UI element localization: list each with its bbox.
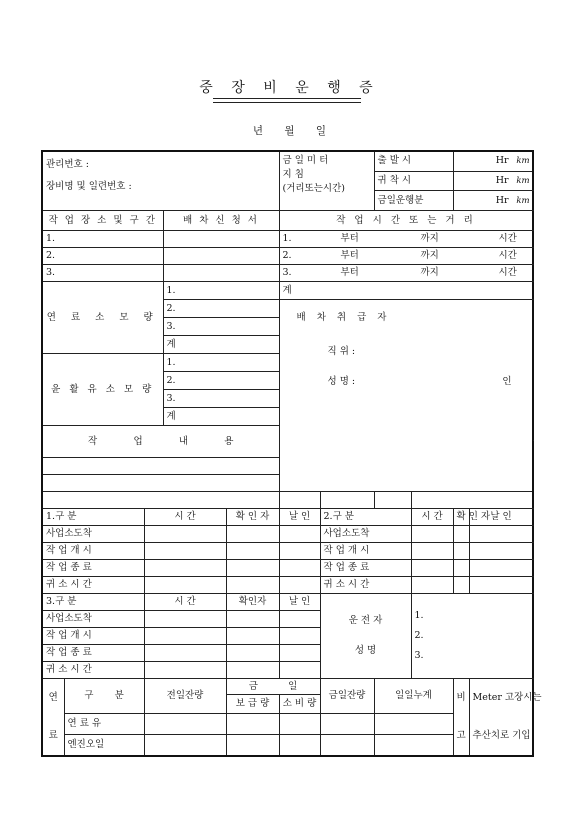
driver-item-1[interactable]: 1. bbox=[414, 610, 424, 621]
driver-list-cell bbox=[411, 594, 533, 679]
sched1-row-label: 작 업 종 료 bbox=[42, 560, 144, 577]
sched2-time[interactable] bbox=[411, 543, 453, 560]
meter-label-1: 금 일 미 터 bbox=[282, 155, 329, 166]
sched2-row-label: 귀 소 시 간 bbox=[320, 577, 411, 594]
dispatch-2[interactable] bbox=[163, 248, 279, 265]
sched1-check[interactable] bbox=[226, 543, 279, 560]
sched2-seal[interactable] bbox=[469, 560, 533, 577]
sched1-check-header: 확 인 자 bbox=[226, 509, 279, 526]
fuel-item-3[interactable]: 3. bbox=[163, 318, 279, 336]
sched1-row-label: 귀 소 시 간 bbox=[42, 577, 144, 594]
fuel-remain-cell[interactable] bbox=[320, 735, 374, 756]
oil-item-3[interactable]: 3. bbox=[163, 390, 279, 408]
content-user-cell[interactable] bbox=[411, 492, 533, 509]
content-to-cell[interactable] bbox=[320, 492, 374, 509]
title-underline bbox=[213, 98, 361, 103]
position-label[interactable]: 직 위 : bbox=[327, 346, 356, 357]
sched2-seal[interactable] bbox=[469, 577, 533, 594]
note-cell bbox=[469, 679, 542, 757]
sched1-check[interactable] bbox=[226, 560, 279, 577]
sched3-row-label: 귀 소 시 간 bbox=[42, 662, 144, 679]
content-cell[interactable] bbox=[42, 458, 279, 475]
sched1-time[interactable] bbox=[144, 543, 226, 560]
content-row bbox=[42, 492, 533, 509]
sched3-row-label: 작 업 종 료 bbox=[42, 645, 144, 662]
fuel-supply-header: 보 급 량 bbox=[226, 695, 279, 714]
fuel-div-header: 구 분 bbox=[64, 679, 144, 714]
oil-label: 윤 활 유 소 모 량 bbox=[42, 354, 163, 426]
time-3[interactable]: 3. 부터 까지 시간 bbox=[279, 265, 533, 282]
place-3[interactable]: 3. bbox=[42, 265, 163, 282]
fuel-row-label: 엔진오일 bbox=[64, 735, 144, 756]
fuel-use-cell[interactable] bbox=[279, 735, 320, 756]
remark-cell bbox=[453, 679, 469, 757]
content-label: 작 업 내 용 bbox=[42, 426, 279, 458]
depart-label: 출 발 시 bbox=[374, 151, 453, 171]
dispatch-3[interactable] bbox=[163, 265, 279, 282]
sched1-seal[interactable] bbox=[279, 560, 320, 577]
sched3-seal[interactable] bbox=[279, 645, 320, 662]
driver-item-2[interactable]: 2. bbox=[414, 630, 424, 641]
sched1-row-label: 작 업 개 시 bbox=[42, 543, 144, 560]
sched1-time[interactable] bbox=[144, 577, 226, 594]
note-2: 추산치로 기입 bbox=[472, 730, 531, 741]
remark-2: 고 bbox=[456, 730, 466, 741]
year-label: 년 bbox=[252, 125, 264, 137]
content-from-cell[interactable] bbox=[279, 492, 320, 509]
name-label[interactable]: 성 명 : 인 bbox=[327, 376, 512, 387]
sched3-seal[interactable] bbox=[279, 611, 320, 628]
sched3-div-header: 3.구 분 bbox=[42, 594, 144, 611]
sched2-check[interactable] bbox=[453, 560, 469, 577]
oil-item-1[interactable]: 1. bbox=[163, 354, 279, 372]
driver-name-label: 성 명 bbox=[354, 645, 377, 656]
fuel-cum-cell[interactable] bbox=[374, 735, 453, 756]
dispatch-handler-label: 배 차 취 급 자 bbox=[296, 312, 391, 323]
document-title: 중 장 비 운 행 증 bbox=[199, 80, 380, 96]
sched2-seal-header: 날 인 bbox=[469, 509, 533, 526]
fuel-remain-header: 금일잔량 bbox=[320, 679, 374, 714]
fuel-prev-cell[interactable] bbox=[144, 714, 226, 735]
sched2-check[interactable] bbox=[453, 526, 469, 543]
place-1[interactable]: 1. bbox=[42, 231, 163, 248]
sched1-row-label: 사업소도착 bbox=[42, 526, 144, 543]
sched1-seal[interactable] bbox=[279, 543, 320, 560]
driver-item-3[interactable]: 3. bbox=[414, 650, 424, 661]
mgmt-cell bbox=[42, 151, 279, 211]
sched1-time-header: 시 간 bbox=[144, 509, 226, 526]
date-line bbox=[0, 123, 579, 138]
sched1-check[interactable] bbox=[226, 577, 279, 594]
sched2-time[interactable] bbox=[411, 526, 453, 543]
sched3-check[interactable] bbox=[226, 645, 279, 662]
fuel-supply-cell[interactable] bbox=[226, 735, 279, 756]
work-row bbox=[42, 231, 533, 248]
operation-form bbox=[41, 150, 542, 757]
sched2-time[interactable] bbox=[411, 560, 453, 577]
content-cell[interactable] bbox=[42, 475, 279, 492]
sched3-time-header: 시 간 bbox=[144, 594, 226, 611]
oil-total[interactable]: 계 bbox=[163, 408, 279, 426]
content-total-cell[interactable] bbox=[374, 492, 411, 509]
fuel-label: 연 료 소 모 량 bbox=[42, 282, 163, 354]
sched3-seal-header: 날 인 bbox=[279, 594, 320, 611]
sched3-time[interactable] bbox=[144, 611, 226, 628]
sched3-time[interactable] bbox=[144, 645, 226, 662]
sched1-check[interactable] bbox=[226, 526, 279, 543]
fuel-supply-cell[interactable] bbox=[226, 714, 279, 735]
sched3-row-label: 작 업 개 시 bbox=[42, 628, 144, 645]
fuel-cum-cell[interactable] bbox=[374, 714, 453, 735]
time-1[interactable]: 1. 부터 까지 시간 bbox=[279, 231, 533, 248]
return-label: 귀 착 시 bbox=[374, 171, 453, 191]
content-cell[interactable] bbox=[42, 492, 279, 509]
seal-label: 인 bbox=[502, 376, 512, 387]
meter-label-3: (거리또는시간) bbox=[282, 183, 345, 194]
dispatch-1[interactable] bbox=[163, 231, 279, 248]
fuel-total[interactable]: 계 bbox=[163, 336, 279, 354]
sched2-seal[interactable] bbox=[469, 526, 533, 543]
dispatch-header: 배 차 신 청 서 bbox=[163, 211, 279, 231]
place-header: 작 업 장 소 및 구 간 bbox=[42, 211, 163, 231]
month-label: 월 bbox=[284, 125, 295, 137]
fuel-cum-header: 일일누계 bbox=[374, 679, 453, 714]
work-row bbox=[42, 248, 533, 265]
fuel-today-header: 금 일 bbox=[226, 679, 320, 695]
fuel-use-header: 소 비 량 bbox=[279, 695, 320, 714]
sched3-time[interactable] bbox=[144, 662, 226, 679]
sched3-check[interactable] bbox=[226, 662, 279, 679]
sched1-seal[interactable] bbox=[279, 526, 320, 543]
sched1-time[interactable] bbox=[144, 560, 226, 577]
sched2-row-label: 작 업 종 료 bbox=[320, 560, 411, 577]
today-run-label: 금일운행분 bbox=[374, 191, 453, 211]
depart-value[interactable]: Hr km bbox=[453, 151, 533, 171]
dispatch-total[interactable]: 계 bbox=[279, 282, 533, 300]
sched1-div-header: 1.구 분 bbox=[42, 509, 144, 526]
sched2-row-label: 작 업 개 시 bbox=[320, 543, 411, 560]
sched1-seal-header: 날 인 bbox=[279, 509, 320, 526]
fuel-side-2: 료 bbox=[48, 730, 58, 741]
driver-cell bbox=[320, 594, 411, 679]
sched3-time[interactable] bbox=[144, 628, 226, 645]
sched2-time[interactable] bbox=[411, 577, 453, 594]
oil-item-2[interactable]: 2. bbox=[163, 372, 279, 390]
sched3-check-header: 확인자 bbox=[226, 594, 279, 611]
sched1-seal[interactable] bbox=[279, 577, 320, 594]
mgmt-no-label: 관리번호 : bbox=[46, 159, 89, 170]
today-run-value[interactable]: Hr km bbox=[453, 191, 533, 211]
sched3-check[interactable] bbox=[226, 611, 279, 628]
fuel-prev-header: 전일잔량 bbox=[144, 679, 226, 714]
fuel-prev-cell[interactable] bbox=[144, 735, 226, 756]
sched2-row-label: 사업소도착 bbox=[320, 526, 411, 543]
sched3-row-label: 사업소도착 bbox=[42, 611, 144, 628]
meter-cell bbox=[279, 151, 374, 211]
fuel-remain-cell[interactable] bbox=[320, 714, 374, 735]
sched1-time[interactable] bbox=[144, 526, 226, 543]
fuel-use-cell[interactable] bbox=[279, 714, 320, 735]
fuel-item-2[interactable]: 2. bbox=[163, 300, 279, 318]
work-row bbox=[42, 265, 533, 282]
place-2[interactable]: 2. bbox=[42, 248, 163, 265]
sched2-div-header: 2.구 분 bbox=[320, 509, 411, 526]
sched3-check[interactable] bbox=[226, 628, 279, 645]
day-label: 일 bbox=[315, 125, 327, 137]
fuel-item-1[interactable]: 1. bbox=[163, 282, 279, 300]
note-1: Meter 고장시는 bbox=[472, 692, 542, 703]
time-header: 작 업 시 간 또 는 거 리 bbox=[279, 211, 533, 231]
fuel-side-1: 연 bbox=[48, 692, 58, 703]
remark-1: 비 bbox=[456, 692, 466, 703]
driver-label: 운 전 자 bbox=[348, 615, 383, 626]
meter-label-2: 지 침 bbox=[282, 169, 304, 180]
time-2[interactable]: 2. 부터 까지 시간 bbox=[279, 248, 533, 265]
sched2-check[interactable] bbox=[453, 577, 469, 594]
dispatch-handler-cell bbox=[279, 300, 533, 492]
fuel-row-label: 연 료 유 bbox=[64, 714, 144, 735]
fuel-side-cell bbox=[42, 679, 64, 757]
return-value[interactable]: Hr km bbox=[453, 171, 533, 191]
equip-serial-label: 장비명 및 일련번호 : bbox=[46, 181, 132, 192]
sched3-seal[interactable] bbox=[279, 662, 320, 679]
sched2-time-header: 시 간 bbox=[411, 509, 453, 526]
sched2-check[interactable] bbox=[453, 543, 469, 560]
sched2-check-header: 확 인 자 bbox=[453, 509, 469, 526]
sched3-seal[interactable] bbox=[279, 628, 320, 645]
sched2-seal[interactable] bbox=[469, 543, 533, 560]
